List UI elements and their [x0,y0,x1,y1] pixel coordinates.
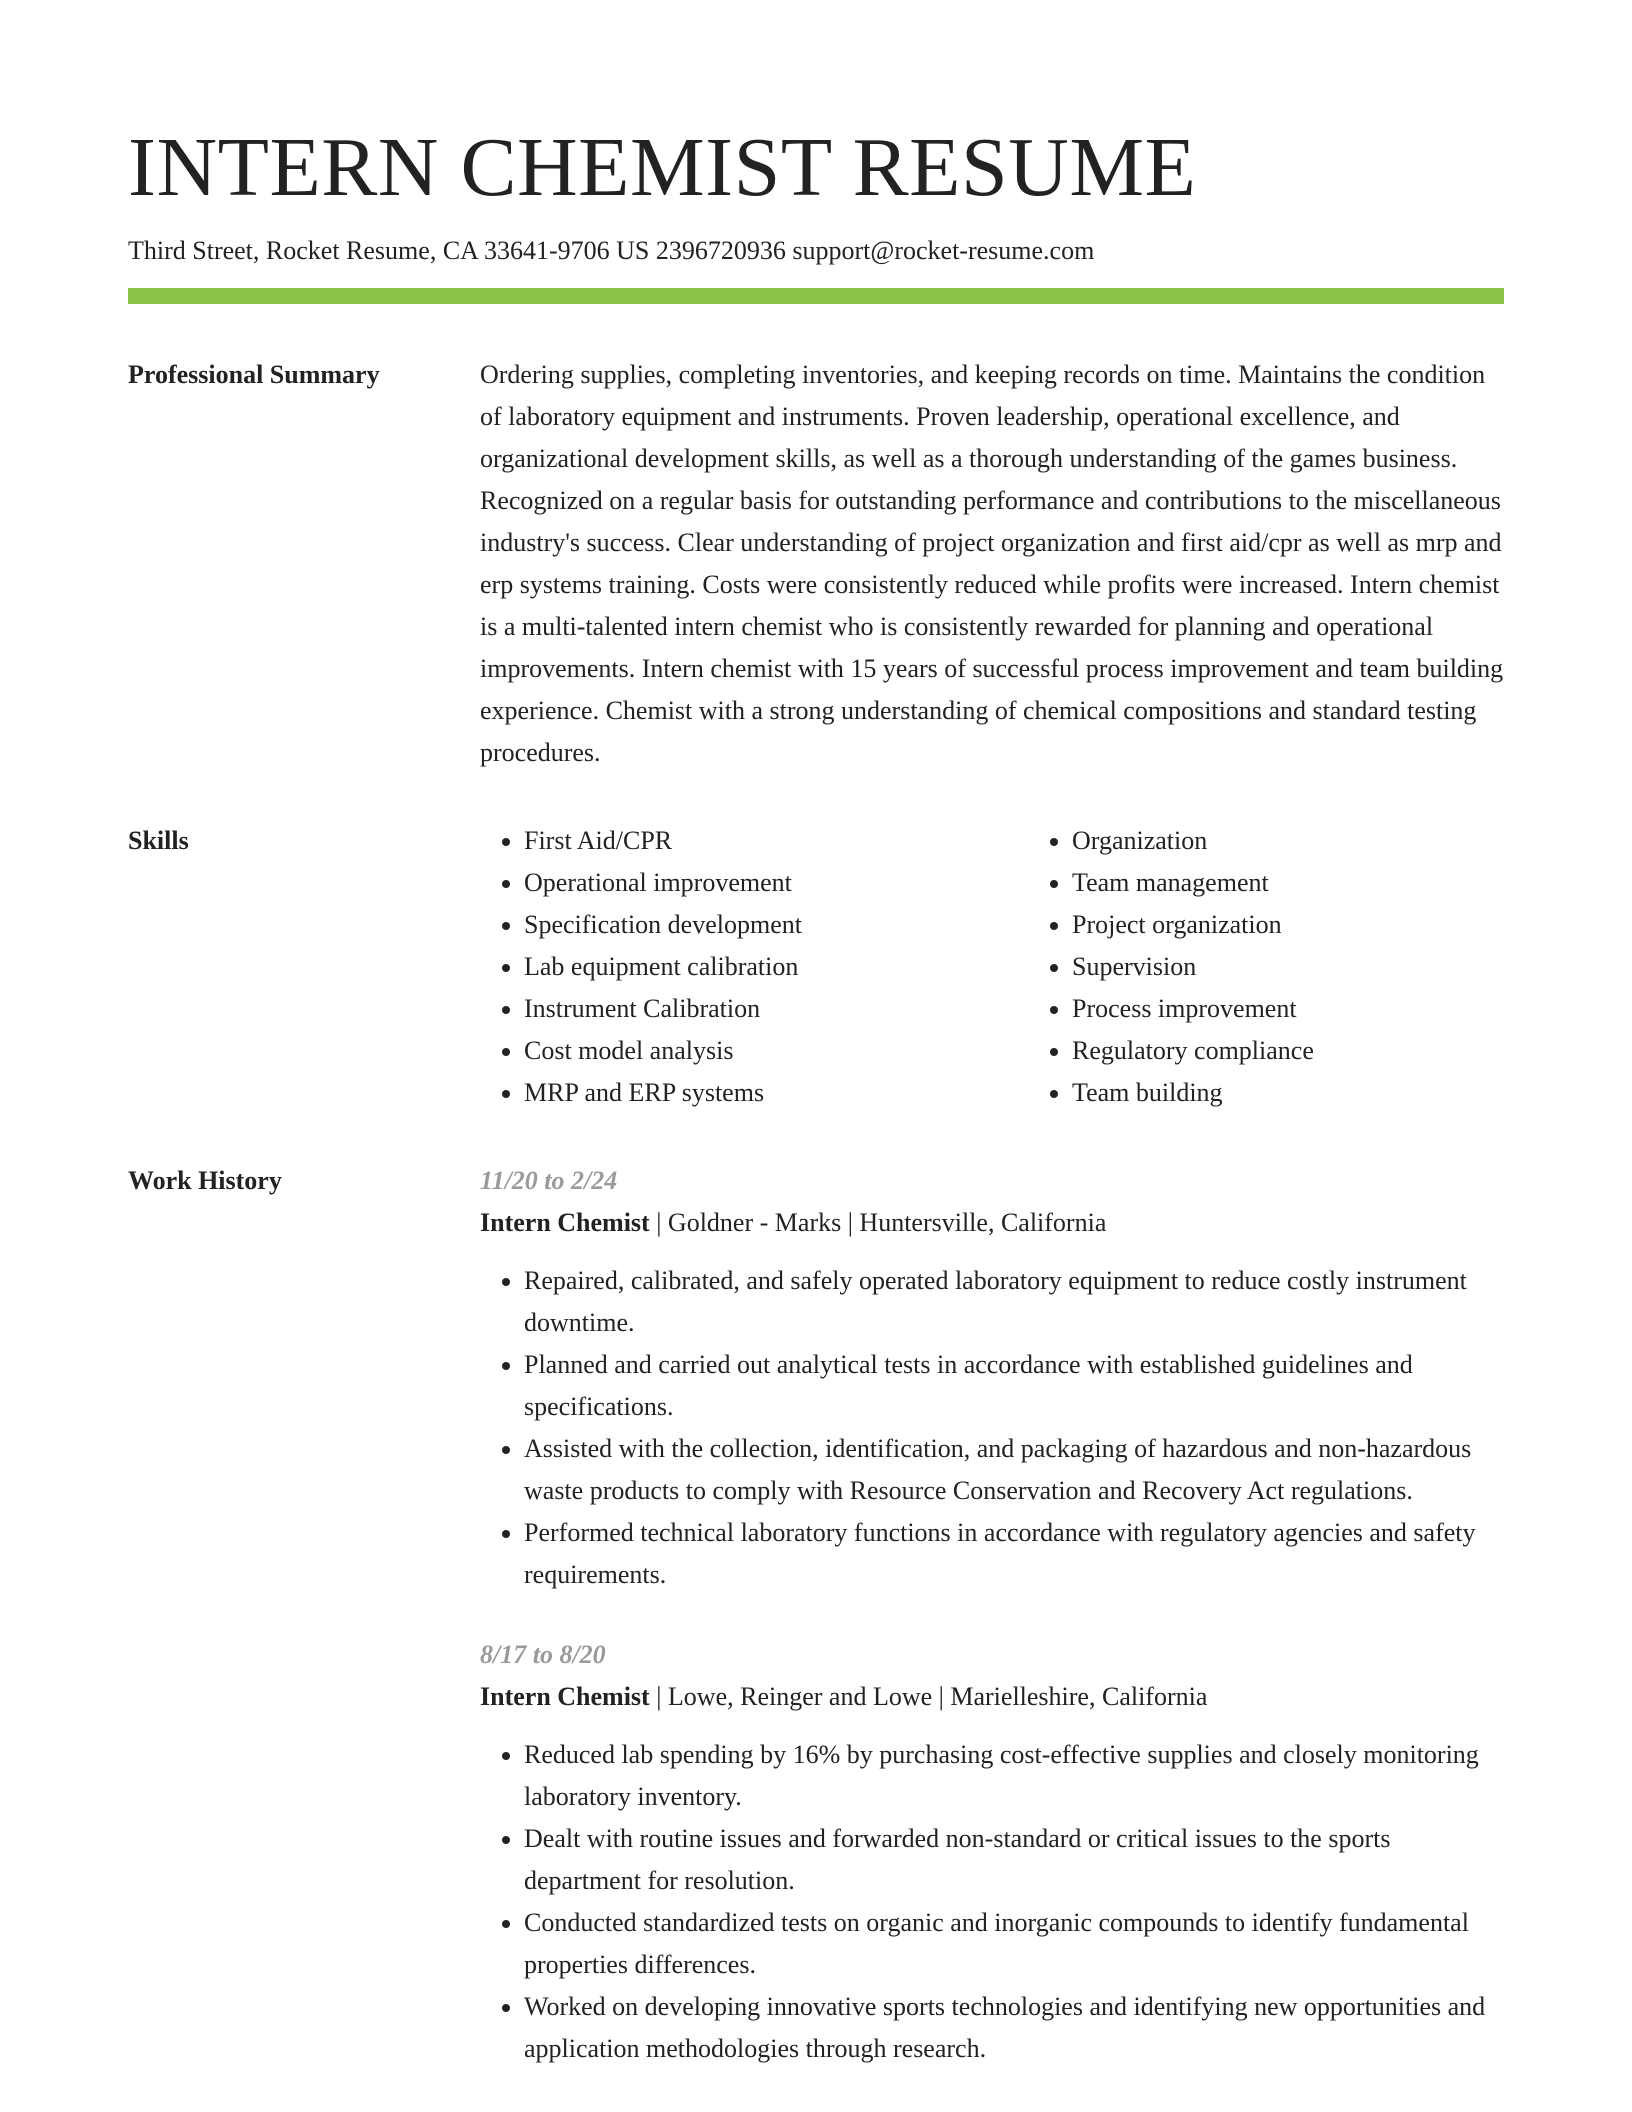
skill-item: • Cost model analysis [524,1030,1028,1072]
job-title: Intern Chemist [480,1682,650,1711]
job-bullet: • Reduced lab spending by 16% by purchasing cost-effective supplies and closely monitoring laboratory inventory. [524,1734,1504,1818]
skills-section [128,820,1504,1114]
resume-page [128,0,1504,2108]
job-bullet: • Dealt with routine issues and forwarded non-standard or critical issues to the sports department for resolution. [524,1818,1504,1902]
skills-list-right [1028,820,1576,1114]
skills-body [480,820,1576,1114]
resume-title: INTERN CHEMIST RESUME [128,121,1197,214]
job-bullets [480,1734,1504,2070]
skill-item: • Project organization [1072,904,1576,946]
job-dates: 8/17 to 8/20 [480,1640,606,1669]
summary-section [128,354,1504,774]
skill-item: • Instrument Calibration [524,988,1028,1030]
skill-item: • MRP and ERP systems [524,1072,1028,1114]
job-bullet: • Worked on developing innovative sports technologies and identifying new opportunities and application methodologies through research. [524,1986,1504,2070]
accent-divider [128,288,1504,304]
job-bullet: • Conducted standardized tests on organic and inorganic compounds to identify fundamental properties differences. [524,1902,1504,1986]
job-heading [480,1676,1504,1718]
skill-item: • Supervision [1072,946,1576,988]
summary-text: Ordering supplies, completing inventories, and keeping records on time. Maintains the condition of laboratory equipment and instruments. Proven leadership, operational excellence, and organizational development skills, as well as a thorough understanding of the games business. Recognized on a regular basis for outstanding performance and contributions to the miscellaneous industry's success. Clear understanding of project organization and first aid/cpr as well as mrp and erp systems training. Costs were consistently reduced while profits were increased. Intern chemist is a multi-talented intern chemist who is consistently rewarded for planning and operational improvements. Intern chemist with 15 years of successful process improvement and team building experience. Chemist with a strong understanding of chemical compositions and standard testing procedures. [480,360,1504,767]
skill-item: • Specification development [524,904,1028,946]
job-bullet: • Performed technical laboratory functions in accordance with regulatory agencies and safety requirements. [524,1512,1504,1596]
summary-body [480,354,1504,774]
work-history-body [480,1160,1504,2108]
job-entry [480,1634,1504,2070]
job-heading [480,1202,1504,1244]
job-bullet: • Assisted with the collection, identification, and packaging of hazardous and non-hazardous waste products to comply with Resource Conservation and Recovery Act regulations. [524,1428,1504,1512]
skill-item: • Team management [1072,862,1576,904]
job-bullet: • Repaired, calibrated, and safely operated laboratory equipment to reduce costly instrument downtime. [524,1260,1504,1344]
skill-item: • Organization [1072,820,1576,862]
job-dates: 11/20 to 2/24 [480,1166,618,1195]
contact-line: Third Street, Rocket Resume, CA 33641-9706 US 2396720936 support@rocket-resume.com [128,236,1095,265]
job-bullets [480,1260,1504,1596]
skill-item: • First Aid/CPR [524,820,1028,862]
job-title: Intern Chemist [480,1208,650,1237]
work-history-label: Work History [128,1166,282,1195]
summary-label: Professional Summary [128,360,380,389]
skills-list-left [480,820,1028,1114]
work-history-section [128,1160,1504,2108]
job-entry [480,1160,1504,1596]
skills-label: Skills [128,826,189,855]
skill-item: • Process improvement [1072,988,1576,1030]
job-employer-location: | Lowe, Reinger and Lowe | Marielleshire, California [649,1682,1208,1711]
job-employer-location: | Goldner - Marks | Huntersville, California [649,1208,1107,1237]
skill-item: • Regulatory compliance [1072,1030,1576,1072]
skill-item: • Lab equipment calibration [524,946,1028,988]
skill-item: • Team building [1072,1072,1576,1114]
skill-item: • Operational improvement [524,862,1028,904]
job-bullet: • Planned and carried out analytical tests in accordance with established guidelines and specifications. [524,1344,1504,1428]
